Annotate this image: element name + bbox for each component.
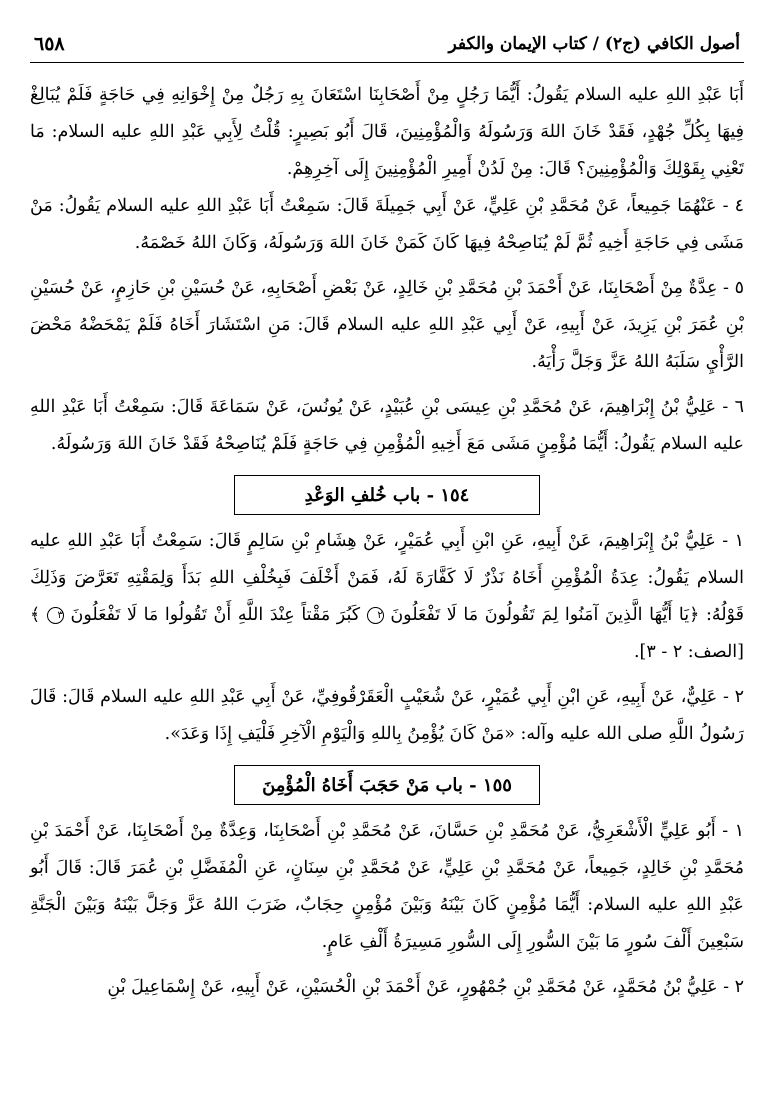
header-title: أصول الكافي (ج٢) / كتاب الإيمان والكفر — [448, 34, 740, 54]
hadith-155-1: ١ - أَبُو عَلِيٍّ الْأَشْعَرِيُّ، عَنْ مُحَمَّدِ بْنِ حَسَّانَ، عَنْ مُحَمَّدِ بْنِ أَصْحَابِنَا، وَعِدَّةٌ مِنْ أَصْحَابِنَا، عَنْ أَحْمَدَ بْنِ مُحَمَّدِ بْنِ خَالِدٍ، جَمِيعاً، عَنْ مُحَمَّدِ بْنِ عَلِيٍّ، عَنْ مُحَمَّدِ بْنِ سِنَانٍ، عَنِ الْمُفَضَّلِ بْنِ عُمَرَ قَالَ: قَالَ أَبُو عَبْدِ اللهِ عليه السلام: أَيُّمَا مُؤْمِنٍ كَانَ بَيْنَهُ وَبَيْنَ مُؤْمِنٍ حِجَابٌ، ضَرَبَ اللهُ عَزَّ وَجَلَّ بَيْنَهُ وَبَيْنَ الْجَنَّةِ سَبْعِينَ أَلْفَ سُورٍ مَا بَيْنَ السُّورِ إِلَى السُّورِ مَسِيرَةُ أَلْفِ عَامٍ. — [30, 821, 744, 952]
hadith-155-2: ٢ - عَلِيُّ بْنُ مُحَمَّدٍ، عَنْ مُحَمَّدِ بْنِ جُمْهُورٍ، عَنْ أَحْمَدَ بْنِ الْحُسَيْنِ، عَنْ أَبِيهِ، عَنْ إِسْمَاعِيلَ بْنِ — [107, 977, 744, 997]
verse-number-marker: ٣ — [47, 607, 64, 624]
hadith-154-2: ٢ - عَلِيٌّ، عَنْ أَبِيهِ، عَنِ ابْنِ أَبِي عُمَيْرٍ، عَنْ شُعَيْبٍ الْعَقَرْقُوفِيِّ، عَنْ أَبِي عَبْدِ اللهِ عليه السلام قَالَ: قَالَ رَسُولُ اللَّهِ صلى الله عليه وآله: «مَنْ كَانَ يُؤْمِنُ بِاللهِ وَالْيَوْمِ الْآخِرِ فَلْيَفِ إِذَا وَعَدَ». — [30, 687, 744, 744]
page-number: ٦٥٨ — [34, 33, 65, 55]
verse-number-marker: ٢ — [367, 607, 384, 624]
chapter-heading-155 — [234, 765, 540, 805]
hadith-4: ٤ - عَنْهُمَا جَمِيعاً، عَنْ مُحَمَّدِ بْنِ عَلِيٍّ، عَنْ أَبِي جَمِيلَةَ قَالَ: سَمِعْتُ أَبَا عَبْدِ اللهِ عليه السلام يَقُولُ: مَنْ مَشَى فِي حَاجَةِ أَخِيهِ ثُمَّ لَمْ يُنَاصِحْهُ فِيهَا كَانَ كَمَنْ خَانَ اللهَ وَرَسُولَهُ، وَكَانَ اللهُ خَصْمَهُ. — [30, 196, 744, 253]
hadith-154-1 — [30, 523, 744, 671]
running-header — [30, 30, 744, 63]
hadith-5: ٥ - عِدَّةٌ مِنْ أَصْحَابِنَا، عَنْ أَحْمَدَ بْنِ مُحَمَّدِ بْنِ خَالِدٍ، عَنْ بَعْضِ أَصْحَابِهِ، عَنْ حُسَيْنِ بْنِ حَازِمٍ، عَنْ حُسَيْنِ بْنِ عُمَرَ بْنِ يَزِيدَ، عَنْ أَبِيهِ، عَنْ أَبِي عَبْدِ اللهِ عليه السلام قَالَ: مَنِ اسْتَشَارَ أَخَاهُ فَلَمْ يَمْحَضْهُ مَحْضَ الرَّأْيِ سَلَبَهُ اللهُ عَزَّ وَجَلَّ رَأْيَهُ. — [30, 278, 744, 372]
quran-verse: كَبُرَ مَقْتاً عِنْدَ اللَّهِ أَنْ تَقُولُوا مَا لَا تَفْعَلُونَ — [70, 605, 361, 625]
chapter-title: ١٥٤ - باب خُلفِ الوَعْدِ — [304, 484, 470, 506]
quran-citation: ﴾ [الصف: ٢ - ٣]. — [30, 605, 744, 662]
chapter-title: ١٥٥ - باب مَنْ حَجَبَ أَخَاهُ الْمُؤْمِنَ — [262, 774, 512, 796]
hadith-text: ١ - عَلِيُّ بْنُ إِبْرَاهِيمَ، عَنْ أَبِيهِ، عَنِ ابْنِ أَبِي عُمَيْرٍ، عَنْ هِشَامِ بْنِ سَالِمٍ قَالَ: سَمِعْتُ أَبَا عَبْدِ اللهِ عليه السلام يَقُولُ: عِدَةُ الْمُؤْمِنِ أَخَاهُ نَذْرٌ لَا كَفَّارَةَ لَهُ، فَمَنْ أَخْلَفَ فَبِخُلْفِ اللهِ بَدَأَ وَلِمَقْتِهِ تَعَرَّضَ وَذَلِكَ قَوْلُهُ: ﴿يَا أَيُّهَا الَّذِينَ آمَنُوا لِمَ تَقُولُونَ مَا لَا تَفْعَلُونَ — [30, 531, 744, 625]
hadith-6: ٦ - عَلِيُّ بْنُ إِبْرَاهِيمَ، عَنْ مُحَمَّدِ بْنِ عِيسَى بْنِ عُبَيْدٍ، عَنْ يُونُسَ، عَنْ سَمَاعَةَ قَالَ: سَمِعْتُ أَبَا عَبْدِ اللهِ عليه السلام يَقُولُ: أَيُّمَا مُؤْمِنٍ مَشَى مَعَ أَخِيهِ الْمُؤْمِنِ فِي حَاجَةٍ فَلَمْ يُنَاصِحْهُ فَقَدْ خَانَ اللهَ وَرَسُولَهُ. — [30, 397, 744, 454]
chapter-heading-154 — [234, 475, 540, 515]
page-body — [30, 77, 744, 1006]
hadith-continuation: أَبَا عَبْدِ اللهِ عليه السلام يَقُولُ: أَيُّمَا رَجُلٍ مِنْ أَصْحَابِنَا اسْتَعَانَ بِهِ رَجُلٌ مِنْ إِخْوَانِهِ فِي حَاجَةٍ فَلَمْ يُبَالِغْ فِيهَا بِكُلِّ جُهْدٍ، فَقَدْ خَانَ اللهَ وَرَسُولَهُ وَالْمُؤْمِنِينَ، قَالَ أَبُو بَصِيرٍ: قُلْتُ لِأَبِي عَبْدِ اللهِ عليه السلام: مَا تَعْنِي بِقَوْلِكَ وَالْمُؤْمِنِينَ؟ قَالَ: مِنْ لَدُنْ أَمِيرِ الْمُؤْمِنِينَ إِلَى آخِرِهِمْ. — [30, 85, 744, 179]
